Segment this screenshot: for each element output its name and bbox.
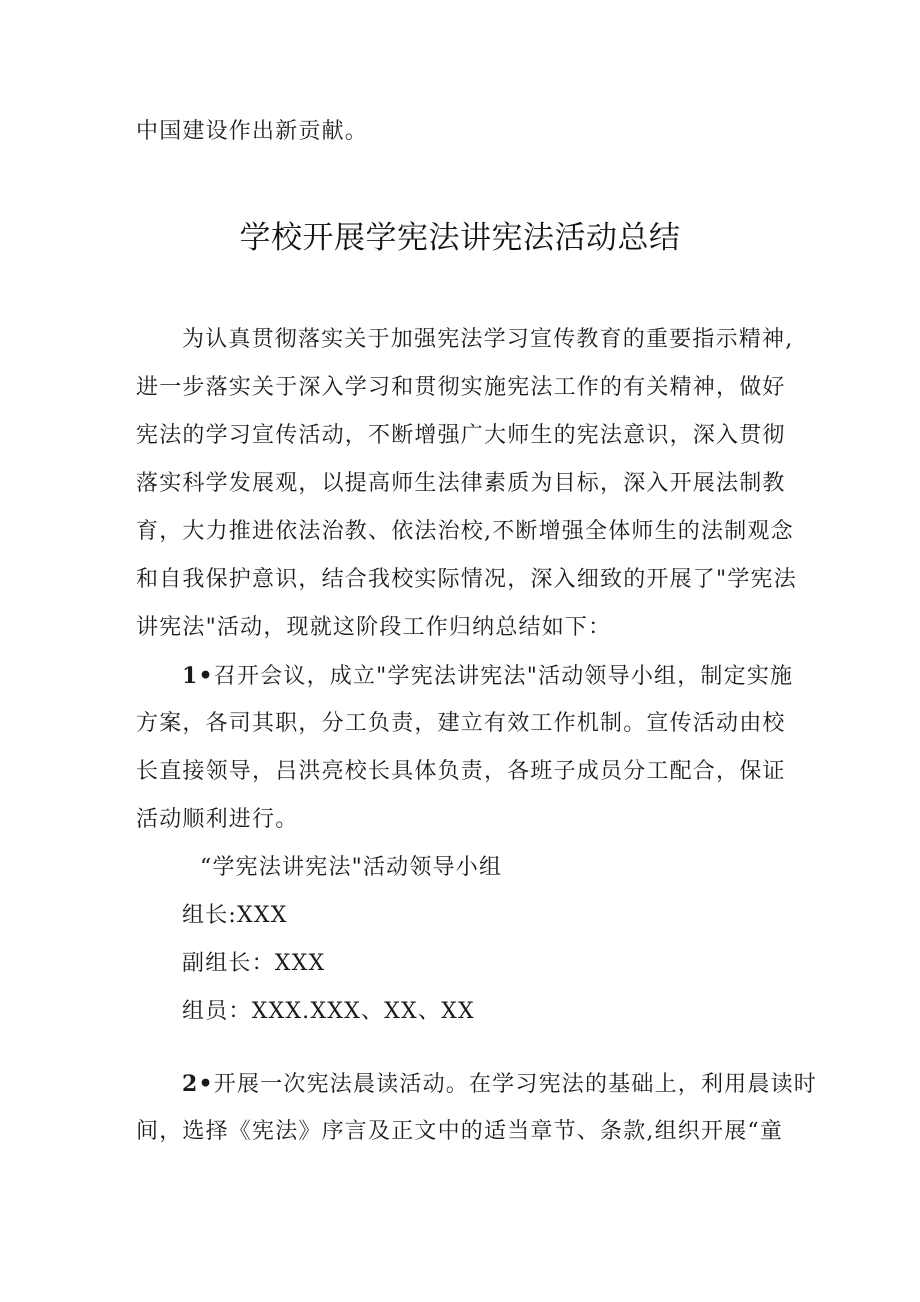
item-text: 召开会议，成立"学宪法讲宪法"活动领导小组，制定实施	[213, 664, 794, 689]
continuation-text: 中国建设作出新贡献。	[136, 119, 369, 144]
group-deputy: 副组长：XXX	[182, 951, 326, 976]
paragraph-line: 宪法的学习宣传活动，不断增强广大师生的宪法意识，深入贯彻	[136, 423, 786, 448]
paragraph-line: 活动顺利进行。	[136, 807, 299, 832]
group-leader: 组长:XXX	[182, 903, 288, 928]
page-title: 学校开展学宪法讲宪法活动总结	[239, 220, 681, 256]
paragraph-line: 间，选择《宪法》序言及正文中的适当章节、条款,组织开展“童	[136, 1119, 784, 1144]
item-1-first-line	[182, 661, 793, 692]
item-2-first-line	[182, 1069, 817, 1100]
paragraph-line: 讲宪法"活动，现就这阶段工作归纳总结如下：	[136, 615, 612, 640]
item-text: 开展一次宪法晨读活动。在学习宪法的基础上，利用晨读时	[213, 1072, 817, 1097]
paragraph-line: 进一步落实关于深入学习和贯彻实施宪法工作的有关精神，做好	[136, 375, 786, 400]
paragraph-line: 和自我保护意识，结合我校实际情况，深入细致的开展了"学宪法	[136, 567, 797, 592]
paragraph-line: 方案，各司其职，分工负责，建立有效工作机制。宣传活动由校	[136, 711, 786, 736]
paragraph-line: 为认真贯彻落实关于加强宪法学习宣传教育的重要指示精神,	[182, 327, 794, 352]
paragraph-line: 长直接领导，吕洪亮校长具体负责，各班子成员分工配合，保证	[136, 759, 786, 784]
item-number: 1•	[182, 663, 214, 689]
item-number: 2•	[182, 1071, 214, 1097]
group-members: 组员：XXX.XXX、XX、XX	[182, 999, 475, 1024]
paragraph-line: 育，大力推进依法治教、依法治校,不断增强全体师生的法制观念	[136, 519, 794, 544]
paragraph-line: 落实科学发展观，以提高师生法律素质为目标，深入开展法制教	[136, 471, 786, 496]
group-heading: “学宪法讲宪法"活动领导小组	[200, 855, 503, 880]
